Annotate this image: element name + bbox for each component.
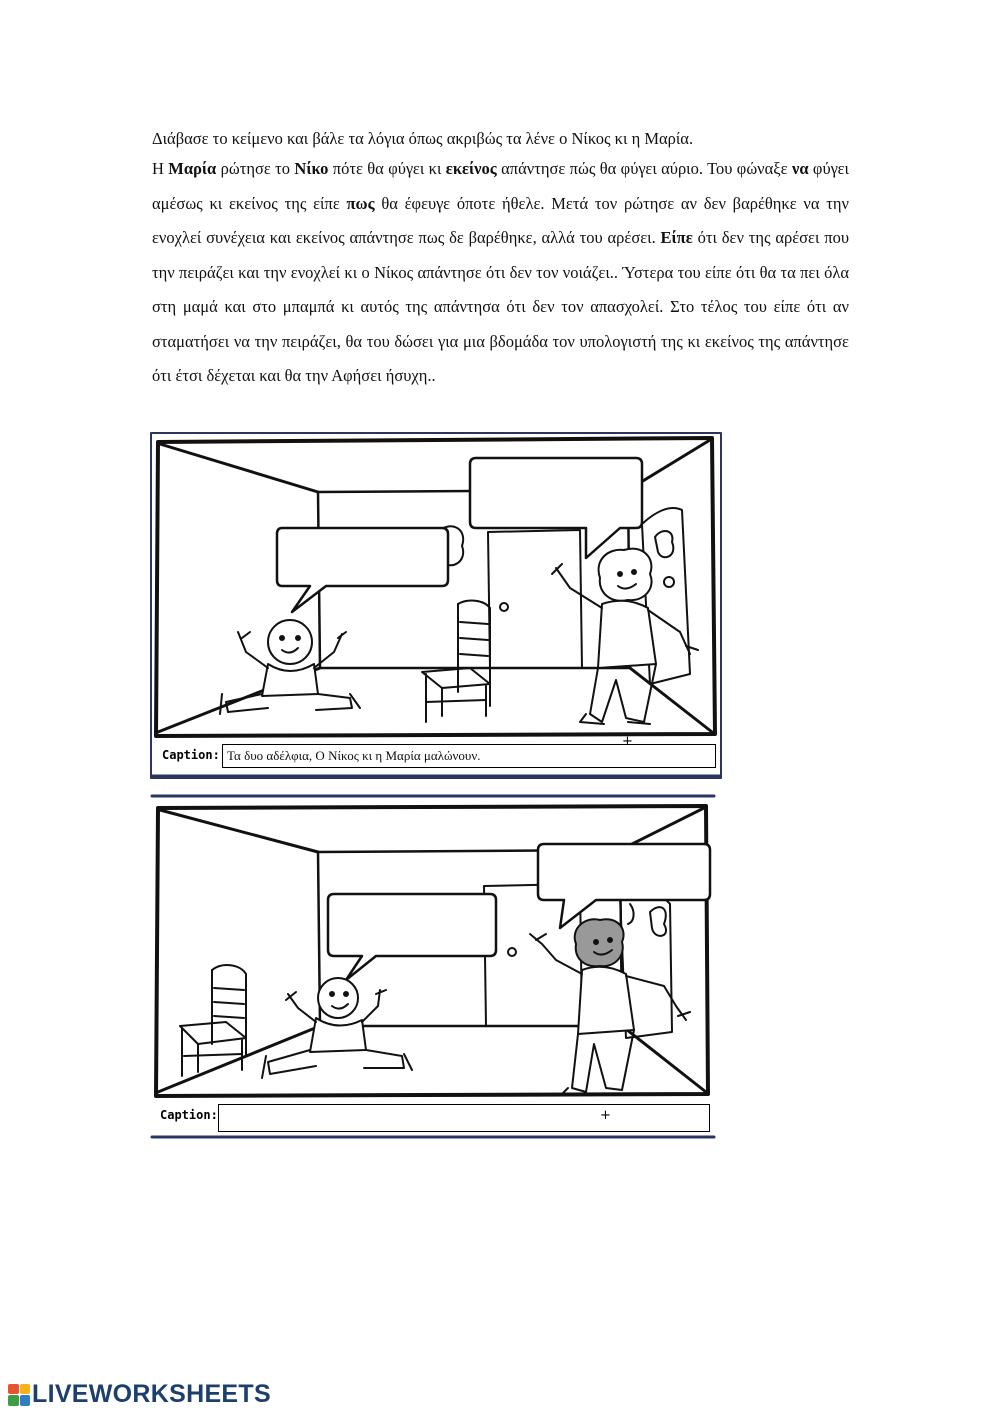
story-bold: Είπε	[660, 228, 693, 247]
caption-label: Caption:	[162, 748, 220, 762]
caption-plus-icon[interactable]: +	[622, 734, 633, 749]
speech-bubble-right	[470, 458, 642, 558]
story-text: πότε θα φύγει κι	[328, 159, 446, 178]
comic-scene-1	[150, 432, 722, 780]
caption-input-1[interactable]: Τα δυο αδέλφια, Ο Νίκος κι η Μαρία μαλώνουν.	[222, 744, 716, 768]
caption-label: Caption:	[160, 1108, 218, 1122]
woman-character	[552, 549, 698, 724]
caption-input-2[interactable]	[218, 1104, 710, 1132]
story-text: ότι δεν της αρέσει που την πειράζει και την ενοχλεί κι ο Νίκος απάντησε ότι δεν τον νοιάζει.. Ύστερα του είπε ότι θα τα πει όλα στη μαμά και στο μπαμπά κι αυτός της απάντησα ότι δεν τον απασχολεί. Στο τέλος του είπε ότι αν σταματήσει να την πειράζει, θα του δώσει για μια βδομάδα τον υπολογιστή της κι εκείνος της απάντησε ότι έτσι δέχεται και θα την Αφήσει ήσυχη..	[152, 228, 849, 385]
comic-scene-2	[150, 794, 716, 1140]
comic-panel-2	[150, 794, 716, 1140]
story-text: Η	[152, 159, 169, 178]
story-text: φύγει αμέσως κι εκείνος της είπε	[152, 159, 849, 213]
story-text: ρώτησε το	[216, 159, 295, 178]
brand-name: LIVEWORKSHEETS	[32, 1380, 271, 1408]
story-bold: εκείνος	[445, 159, 497, 178]
story-bold: Νίκο	[294, 159, 329, 178]
speech-bubble-left	[328, 894, 496, 980]
story-bold: Μαρία	[168, 159, 217, 178]
story-bold: να	[791, 159, 809, 178]
caption-plus-icon[interactable]: +	[600, 1108, 611, 1123]
story-bold: πως	[346, 193, 375, 213]
liveworksheets-logo[interactable]	[8, 1380, 271, 1409]
story-text: θα έφευγε όποτε ήθελε. Μετά τον ρώτησε αν δεν βαρέθηκε να την ενοχλεί συνέχεια και εκείνος απάντησε πως δε βαρέθηκε, αλλά του αρέσει.	[152, 193, 849, 247]
instruction-text: Διάβασε το κείμενο και βάλε τα λόγια όπως ακριβώς τα λένε ο Νίκος κι η Μαρία.	[152, 129, 694, 148]
baby-character	[262, 978, 412, 1078]
chair	[422, 601, 490, 722]
speech-bubble-right	[538, 844, 710, 928]
story-text: απάντησε πώς θα φύγει αύριο. Του φώναξε	[496, 159, 792, 178]
comic-panel-1	[150, 432, 722, 780]
story-paragraph	[152, 152, 849, 394]
logo-icon	[8, 1384, 30, 1406]
speech-bubble-left	[277, 528, 448, 612]
woman-character	[530, 919, 690, 1094]
